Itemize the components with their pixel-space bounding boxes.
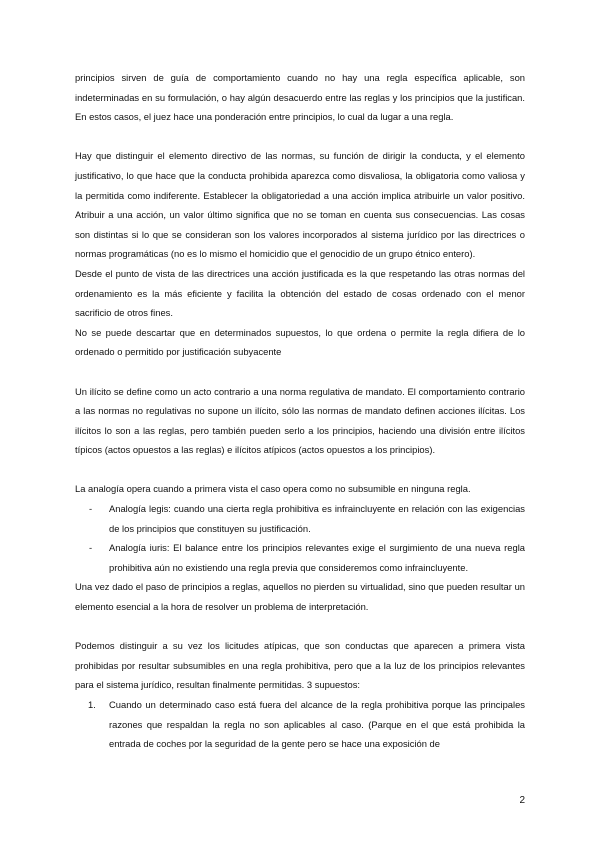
- paragraph: La analogía opera cuando a primera vista el caso opera como no subsumible en ninguna regla.: [75, 483, 471, 495]
- list-item: [75, 695, 525, 754]
- paragraph: Un ilícito se define como un acto contrario a una norma regulativa de mandato. El comportamiento contrario a las normas no regulativas no supone un ilícito, sólo las normas de mandato definen acciones ilícitas. Los ilícitos lo son a las reglas, pero también pueden serlo a los principios, haciendo una división entre ilícitos típicos (actos opuestos a las reglas) e ilícitos atípicos (actos opuestos a los principios).: [75, 385, 525, 456]
- list-item-text: Analogía iuris: El balance entre los principios relevantes exige el surgimiento de una nueva regla prohibitiva aún no existiendo una regla previa que consideremos como infraincluyente.: [109, 542, 525, 573]
- paragraph-gap: [75, 127, 525, 147]
- paragraph: Hay que distinguir el elemento directivo de las normas, su función de dirigir la conducta, y el elemento justificativo, lo que hace que la conducta prohibida aparezca como disvaliosa, la obligatoria como valiosa y la permitida como indiferente. Establecer la obligatoriedad a una acción implica atribuirle un valor positivo. Atribuir a una acción, un valor último significa que no se toman en cuenta sus consecuencias. Las cosas son distintas si lo que se consideran son los valores incorporados al sistema jurídico por las directrices o normas programáticas (no es lo mismo el homicidio que el genocidio de un grupo étnico entero).: [75, 150, 525, 260]
- list-number: 1.: [88, 699, 96, 710]
- paragraph: Podemos distinguir a su vez los licitudes atípicas, que son conductas que aparecen a primera vista prohibidas por resultar subsumibles en una regla prohibitiva, pero que a la luz de los principios relevantes para el sistema jurídico, resultan finalmente permitidas. 3 supuestos:: [75, 640, 525, 691]
- list-item-text: Cuando un determinado caso está fuera del alcance de la regla prohibitiva porque las principales razones que respaldan la regla no son aplicables al caso. (Parque en el que está prohibida la entrada de coches por la seguridad de la gente pero se hace una exposición de: [109, 699, 525, 750]
- page-body: [75, 68, 525, 754]
- dash-bullet: -: [89, 503, 93, 515]
- paragraph: principios sirven de guía de comportamiento cuando no hay una regla específica aplicable, son indeterminadas en su formulación, o hay algún desacuerdo entre las reglas y los principios que la justifican. En estos casos, el juez hace una ponderación entre principios, lo cual da lugar a una regla.: [75, 72, 525, 123]
- paragraph-gap: [75, 617, 525, 637]
- paragraph: Desde el punto de vista de las directrices una acción justificada es la que respetando las otras normas del ordenamiento es la más eficiente y facilita la obtención del estado de cosas ordenado con el menor sacrificio de otros fines.: [75, 267, 525, 319]
- paragraph: No se puede descartar que en determinados supuestos, lo que ordena o permite la regla difiera de lo ordenado o permitido por justificación subyacente: [75, 326, 525, 358]
- dash-bullet: -: [89, 542, 93, 554]
- dash-list: [75, 499, 525, 577]
- numbered-list: [75, 695, 525, 754]
- paragraph-gap: [75, 362, 525, 382]
- page-number: 2: [519, 795, 525, 806]
- list-item: [75, 499, 525, 538]
- list-item-text: Analogía legis: cuando una cierta regla prohibitiva es infraincluyente en relación con las exigencias de los principios que constituyen su justificación.: [109, 503, 525, 534]
- paragraph-gap: [75, 460, 525, 480]
- paragraph: Una vez dado el paso de principios a reglas, aquellos no pierden su virtualidad, sino que pueden resultar un elemento esencial a la hora de resolver un problema de interpretación.: [75, 581, 525, 613]
- list-item: [75, 538, 525, 577]
